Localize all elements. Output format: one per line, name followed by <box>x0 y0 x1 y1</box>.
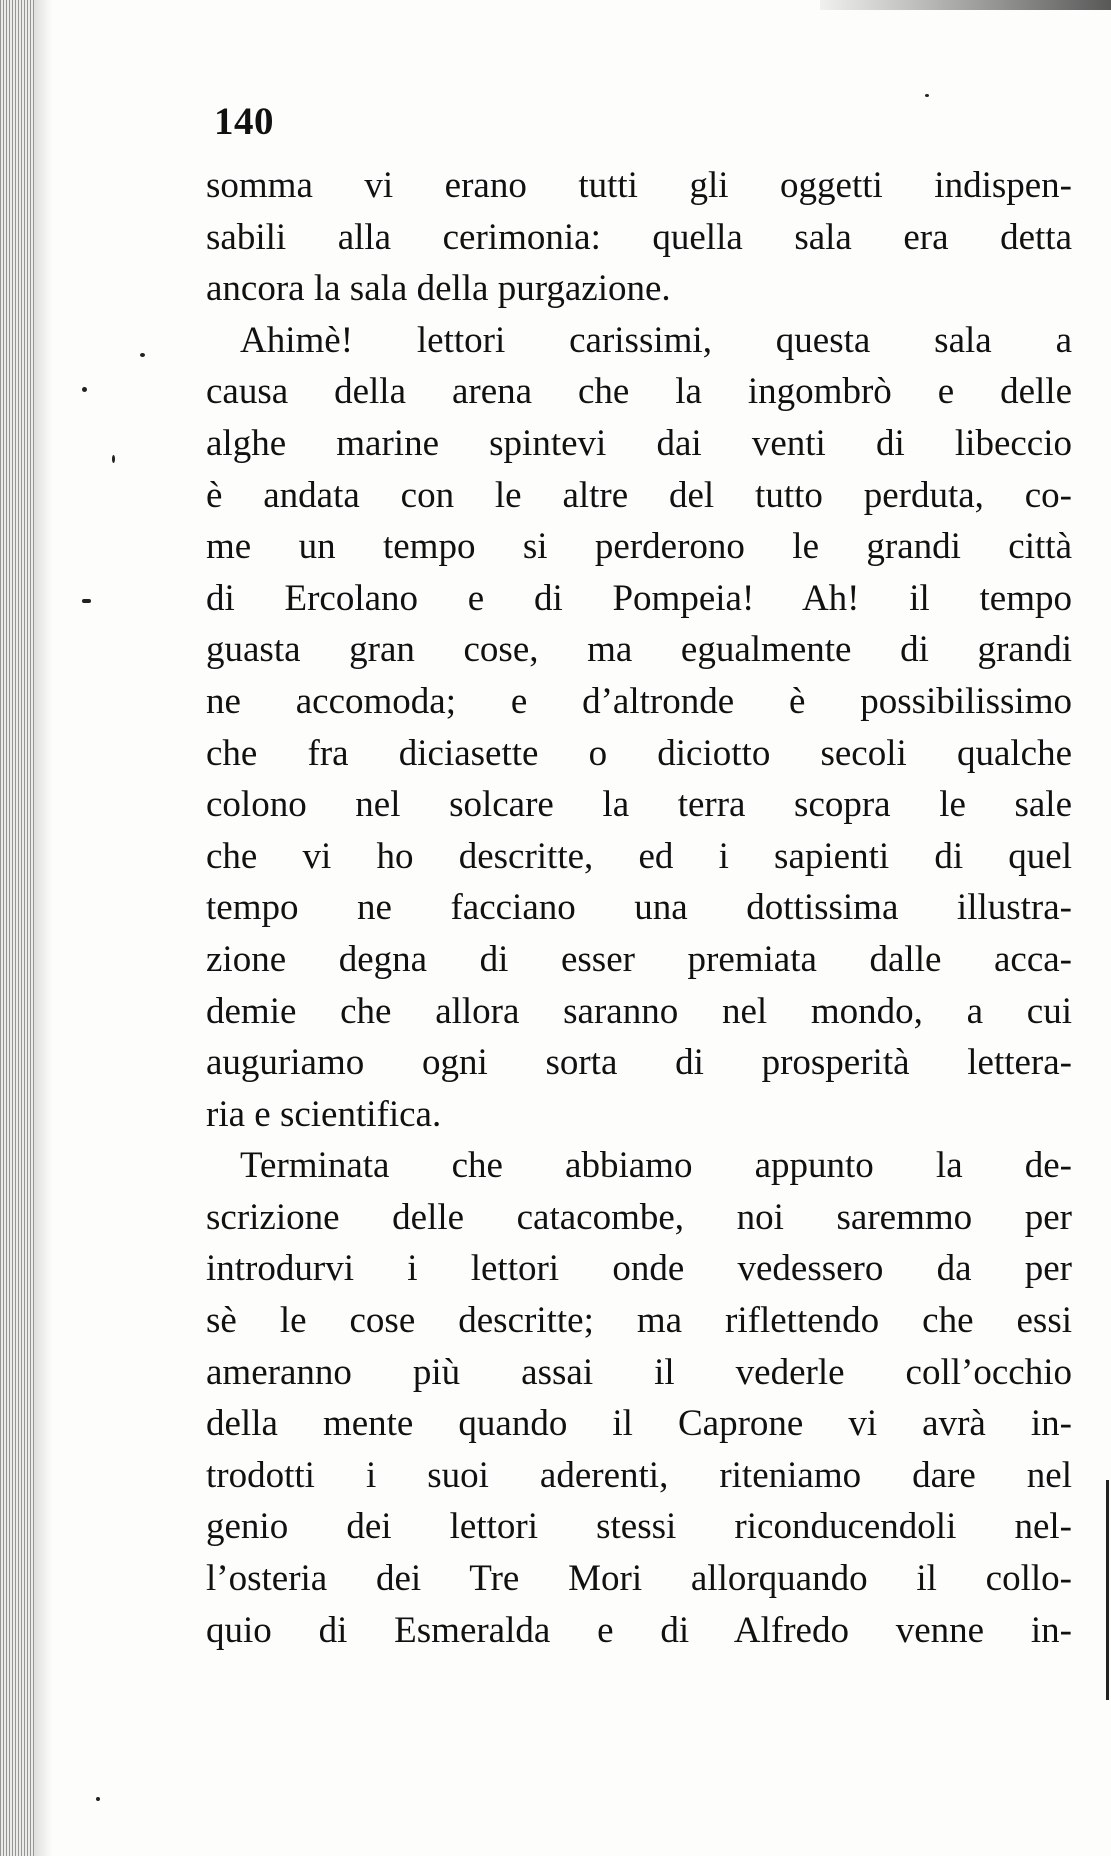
text-line: della mente quando il Caprone vi avrà in- <box>206 1403 1072 1445</box>
scan-speck <box>82 387 87 392</box>
scan-speck <box>96 1797 100 1801</box>
text-line: Terminata che abbiamo appunto la de- <box>240 1145 1072 1187</box>
text-line: è andata con le altre del tutto perduta, co- <box>206 474 1072 516</box>
text-line: scrizione delle catacombe, noi saremmo per <box>206 1196 1072 1238</box>
text-line: sè le cose descritte; ma riflettendo che essi <box>206 1300 1072 1342</box>
body-text <box>206 160 1072 1656</box>
text-line: ria e scientifica. <box>206 1093 442 1135</box>
scan-speck <box>112 455 115 463</box>
scan-speck <box>82 599 91 603</box>
text-line: ameranno più assai il vederle coll’occhio <box>206 1351 1072 1393</box>
scan-edge-line <box>1106 1480 1109 1700</box>
text-line: quio di Esmeralda e di Alfredo venne in- <box>206 1609 1072 1651</box>
text-line: guasta gran cose, ma egualmente di grandi <box>206 629 1072 671</box>
text-line: colono nel solcare la terra scopra le sale <box>206 784 1072 826</box>
text-line: Ahimè! lettori carissimi, questa sala a <box>240 319 1072 361</box>
page-binding-edge <box>0 0 34 1856</box>
scan-edge-shadow <box>820 0 1111 10</box>
text-line: di Ercolano e di Pompeia! Ah! il tempo <box>206 577 1072 619</box>
text-line: trodotti i suoi aderenti, riteniamo dare nel <box>206 1454 1072 1496</box>
text-line: tempo ne facciano una dottissima illustra- <box>206 887 1072 929</box>
text-line: demie che allora saranno nel mondo, a cui <box>206 990 1072 1032</box>
text-line: l’osteria dei Tre Mori allorquando il collo- <box>206 1558 1072 1600</box>
text-line: che vi ho descritte, ed i sapienti di quel <box>206 835 1072 877</box>
scan-speck <box>140 353 145 357</box>
text-line: che fra diciasette o diciotto secoli qualche <box>206 732 1072 774</box>
text-line: auguriamo ogni sorta di prosperità lettera- <box>206 1042 1072 1084</box>
text-line: me un tempo si perderono le grandi città <box>206 526 1072 568</box>
page-number: 140 <box>214 100 274 143</box>
text-line: causa della arena che la ingombrò e delle <box>206 371 1072 413</box>
text-line: introdurvi i lettori onde vedessero da per <box>206 1248 1072 1290</box>
text-line: somma vi erano tutti gli oggetti indispen- <box>206 165 1072 206</box>
binding-shadow <box>34 0 52 1856</box>
text-line: ancora la sala della purgazione. <box>206 268 671 310</box>
text-line: zione degna di esser premiata dalle acca- <box>206 938 1072 980</box>
text-line: ne accomoda; e d’altronde è possibilissimo <box>206 680 1072 722</box>
scan-speck <box>925 94 929 97</box>
text-line: alghe marine spintevi dai venti di libeccio <box>206 422 1072 464</box>
text-line: sabili alla cerimonia: quella sala era detta <box>206 216 1072 258</box>
text-line: genio dei lettori stessi riconducendoli nel- <box>206 1506 1072 1548</box>
